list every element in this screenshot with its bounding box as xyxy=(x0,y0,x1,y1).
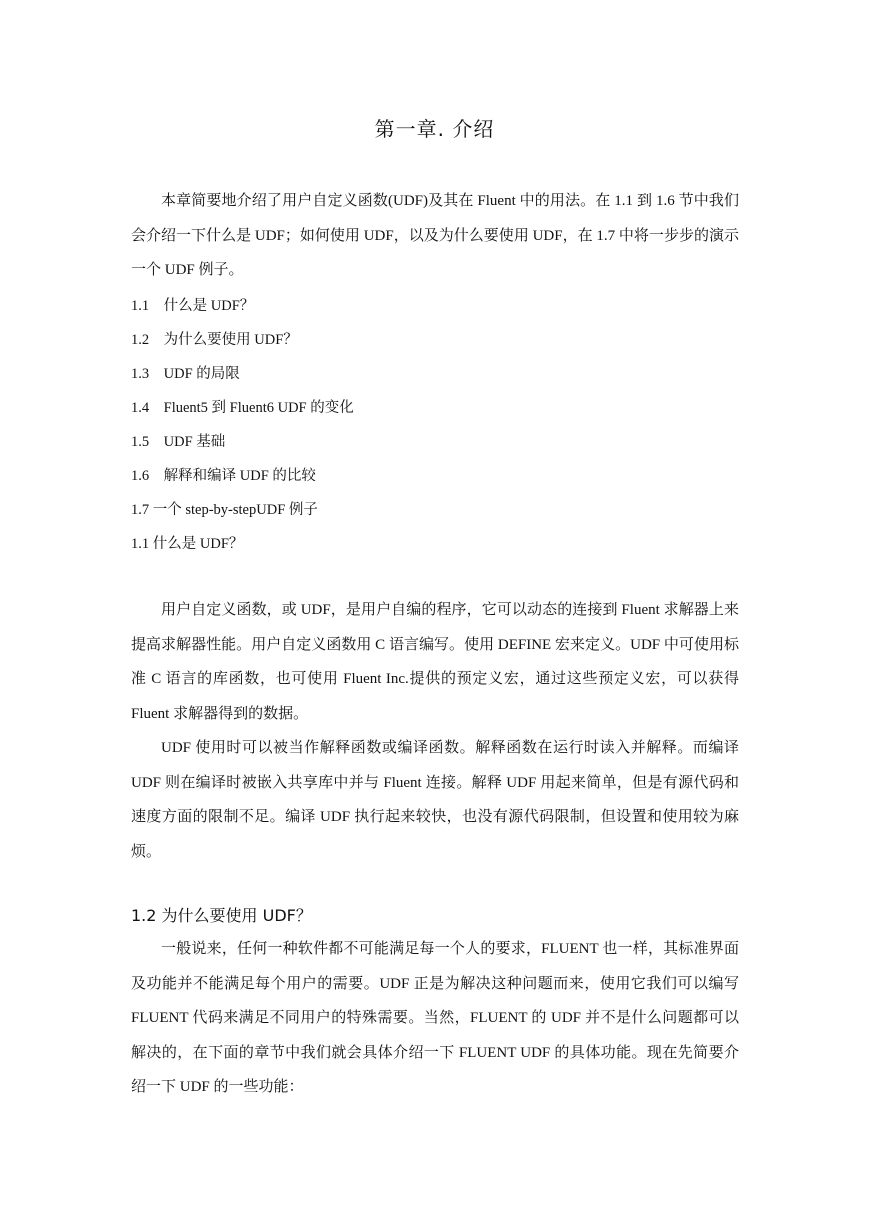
toc-item-1-1: 1.1 什么是 UDF？ xyxy=(131,298,255,314)
toc-item-1-5: 1.5 UDF 基础 xyxy=(131,434,226,450)
toc-item-1-3: 1.3 UDF 的局限 xyxy=(131,366,240,382)
toc-item-1-4: 1.4 Fluent5 到 Fluent6 UDF 的变化 xyxy=(131,400,354,416)
toc-item-1-2: 1.2 为什么要使用 UDF？ xyxy=(131,332,298,348)
section-1-1-paragraph-1: 用户自定义函数，或 UDF，是用户自编的程序，它可以动态的连接到 Fluent 求解器上来提高求解器性能。用户自定义函数用 C 语言编写。使用 DEFINE 宏来定义。UDF 中可使用标准 C 语言的库函数，也可使用 Fluent Inc.提供的预定义宏，通过这些预定义宏，可以获得 Fluent 求解器得到的数据。 xyxy=(131,602,739,722)
chapter-title: 第一章. 介绍 xyxy=(374,117,495,141)
section-1-2-heading: 1.2 为什么要使用 UDF？ xyxy=(131,906,312,925)
toc-item-1-7: 1.7 一个 step-by-stepUDF 例子 xyxy=(131,502,318,518)
section-1-2-paragraph-1: 一般说来，任何一种软件都不可能满足每一个人的要求，FLUENT 也一样，其标准界面及功能并不能满足每个用户的需要。UDF 正是为解决这种问题而来，使用它我们可以编写 FLUENT 代码来满足不同用户的特殊需要。当然，FLUENT 的 UDF 并不是什么问题都可以解决的，在下面的章节中我们就会具体介绍一下 FLUENT UDF 的具体功能。现在先简要介绍一下 UDF 的一些功能： xyxy=(131,941,739,1095)
section-1-1-heading: 1.1 什么是 UDF？ xyxy=(131,536,244,552)
section-1-1-paragraph-2: UDF 使用时可以被当作解释函数或编译函数。解释函数在运行时读入并解释。而编译 UDF 则在编译时被嵌入共享库中并与 Fluent 连接。解释 UDF 用起来简单，但是有源代码和速度方面的限制不足。编译 UDF 执行起来较快，也没有源代码限制，但设置和使用较为麻烦。 xyxy=(131,740,739,860)
intro-paragraph: 本章简要地介绍了用户自定义函数(UDF)及其在 Fluent 中的用法。在 1.1 到 1.6 节中我们会介绍一下什么是 UDF；如何使用 UDF，以及为什么要使用 UDF，在 1.7 中将一步步的演示一个 UDF 例子。 xyxy=(131,193,739,278)
toc-item-1-6: 1.6 解释和编译 UDF 的比较 xyxy=(131,468,316,484)
